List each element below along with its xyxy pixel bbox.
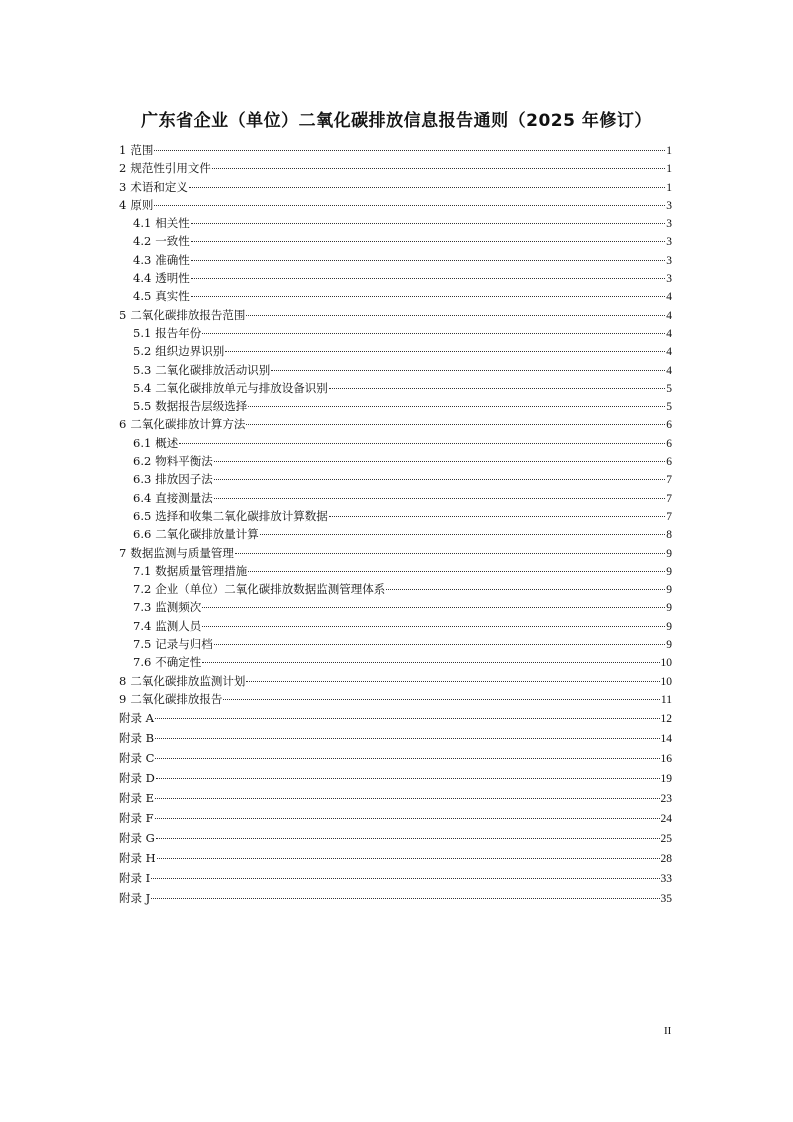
toc-entry-title: [119, 141, 153, 159]
toc-section-number: 2: [119, 161, 127, 176]
toc-entry[interactable]: [119, 489, 672, 507]
toc-section-text: 相关性: [155, 216, 190, 231]
toc-section-number: 8: [119, 673, 127, 688]
toc-entry[interactable]: [119, 287, 672, 305]
toc-section-number: 5: [119, 307, 127, 322]
toc-page-number: 10: [660, 657, 672, 670]
toc-entry-title: [133, 452, 213, 470]
toc-section-number: 6: [119, 417, 127, 432]
toc-entry-title: [133, 434, 178, 452]
toc-dot-leader: [223, 698, 660, 700]
toc-entry-title: [119, 544, 234, 562]
toc-dot-leader: [246, 423, 665, 425]
toc-entry[interactable]: [119, 141, 672, 159]
toc-entry[interactable]: [119, 544, 672, 562]
toc-dot-leader: [235, 552, 665, 554]
toc-section-number: 4.5: [133, 289, 152, 304]
toc-entry-title: [119, 672, 245, 690]
toc-page-number: 9: [666, 602, 672, 615]
toc-section-number: 5.2: [133, 344, 152, 359]
toc-entry-title: [119, 868, 150, 888]
toc-section-text: 二氧化碳排放报告: [130, 691, 223, 706]
toc-appendix-entry[interactable]: [119, 868, 672, 888]
toc-entry-title: [133, 470, 213, 488]
toc-page-number: 9: [666, 547, 672, 560]
toc-dot-leader: [155, 757, 659, 759]
toc-entry[interactable]: [119, 397, 672, 415]
toc-section-text: 附录 B: [119, 731, 155, 746]
toc-section-text: 一致性: [155, 234, 190, 249]
toc-entry-title: [133, 361, 270, 379]
toc-entry-title: [133, 617, 201, 635]
toc-dot-leader: [191, 259, 665, 261]
toc-entry[interactable]: [119, 525, 672, 543]
toc-section-text: 规范性引用文件: [130, 161, 211, 176]
toc-page-number: 3: [666, 273, 672, 286]
toc-entry-title: [119, 828, 155, 848]
toc-section-text: 附录 G: [119, 831, 155, 846]
toc-dot-leader: [246, 314, 665, 316]
toc-page-number: 3: [666, 254, 672, 267]
toc-entry[interactable]: [119, 470, 672, 488]
toc-appendix-entry[interactable]: [119, 708, 672, 728]
toc-entry-title: [133, 507, 328, 525]
toc-section-text: 报告年份: [155, 325, 202, 340]
toc-dot-leader: [212, 167, 665, 169]
toc-page-number: 10: [660, 675, 672, 688]
toc-page-number: 9: [666, 620, 672, 633]
toc-entry-title: [133, 269, 190, 287]
toc-page-number: 5: [666, 382, 672, 395]
toc-entry-title: [133, 214, 190, 232]
toc-entry[interactable]: [119, 379, 672, 397]
toc-entry[interactable]: [119, 672, 672, 690]
toc-section-number: 5.3: [133, 362, 152, 377]
toc-dot-leader: [202, 332, 665, 334]
toc-section-text: 选择和收集二氧化碳排放计算数据: [155, 508, 328, 523]
toc-dot-leader: [151, 897, 659, 899]
toc-appendix-entry[interactable]: [119, 888, 672, 908]
toc-dot-leader: [329, 387, 665, 389]
toc-dot-leader: [179, 442, 665, 444]
toc-entry-title: [133, 580, 385, 598]
toc-entry[interactable]: [119, 690, 672, 708]
toc-page-number: 3: [666, 218, 672, 231]
toc-page-number: 1: [666, 145, 672, 157]
toc-section-text: 透明性: [155, 271, 190, 286]
toc-entry[interactable]: [119, 324, 672, 342]
toc-page-number: 9: [666, 565, 672, 578]
toc-entry[interactable]: [119, 617, 672, 635]
toc-entry-title: [119, 728, 154, 748]
toc-section-number: 7.2: [133, 582, 152, 597]
toc-page-number: 7: [666, 474, 672, 487]
toc-dot-leader: [151, 877, 659, 879]
toc-entry-title: [119, 768, 155, 788]
toc-entry-title: [119, 708, 154, 728]
toc-dot-leader: [191, 277, 665, 279]
toc-entry-title: [119, 808, 154, 828]
toc-page-number: 19: [660, 773, 672, 786]
toc-page-number: 23: [660, 793, 672, 806]
toc-page-number: 3: [666, 236, 672, 249]
toc-section-number: 4: [119, 197, 127, 212]
toc-section-number: 7.1: [133, 563, 152, 578]
toc-section-number: 6.4: [133, 490, 152, 505]
toc-page-number: 4: [666, 309, 672, 322]
toc-page-number: 14: [660, 733, 672, 746]
toc-entry[interactable]: [119, 214, 672, 232]
toc-entry-title: [119, 306, 245, 324]
toc-appendix-entry[interactable]: [119, 728, 672, 748]
toc-dot-leader: [202, 606, 665, 608]
toc-appendix-entry[interactable]: [119, 828, 672, 848]
toc-page-number: 5: [666, 401, 672, 414]
toc-entry-title: [133, 324, 201, 342]
toc-section-text: 数据报告层级选择: [155, 399, 248, 414]
toc-section-text: 附录 E: [119, 791, 155, 806]
toc-section-text: 附录 C: [119, 751, 155, 766]
toc-section-text: 排放因子法: [155, 472, 213, 487]
toc-dot-leader: [329, 515, 665, 517]
toc-dot-leader: [386, 588, 665, 590]
toc-section-text: 二氧化碳排放监测计划: [130, 673, 246, 688]
toc-entry-title: [119, 788, 154, 808]
toc-section-text: 术语和定义: [130, 179, 188, 194]
toc-entry[interactable]: [119, 159, 672, 177]
toc-section-text: 二氧化碳排放量计算: [155, 527, 259, 542]
toc-section-text: 范围: [130, 143, 154, 157]
toc-dot-leader: [189, 186, 665, 188]
toc-page-number: 7: [666, 510, 672, 523]
toc-section-text: 附录 J: [119, 891, 151, 906]
toc-dot-leader: [157, 857, 660, 859]
toc-dot-leader: [246, 680, 659, 682]
toc-entry[interactable]: [119, 562, 672, 580]
toc-entry-title: [119, 178, 188, 196]
toc-dot-leader: [271, 369, 665, 371]
toc-page-number: 9: [666, 639, 672, 652]
toc-entry-title: [133, 342, 224, 360]
toc-page-number: 3: [666, 199, 672, 212]
toc-section-text: 二氧化碳排放活动识别: [155, 362, 271, 377]
toc-entry-title: [133, 379, 328, 397]
toc-section-text: 附录 H: [119, 851, 156, 866]
toc-dot-leader: [225, 350, 665, 352]
toc-entry[interactable]: [119, 251, 672, 269]
toc-section-text: 准确性: [155, 252, 190, 267]
toc-section-text: 企业（单位）二氧化碳排放数据监测管理体系: [155, 582, 386, 597]
toc-page-number: 1: [666, 181, 672, 194]
toc-dot-leader: [214, 460, 665, 462]
toc-page-number: 6: [666, 419, 672, 432]
toc-section-text: 原则: [130, 197, 154, 212]
toc-page-number: 28: [660, 853, 672, 866]
toc-section-text: 记录与归档: [155, 637, 213, 652]
toc-section-number: 4.4: [133, 271, 152, 286]
toc-page-number: 1: [666, 163, 672, 176]
toc-appendix-entry[interactable]: [119, 788, 672, 808]
toc-section-number: 5.4: [133, 380, 152, 395]
toc-section-text: 二氧化碳排放报告范围: [130, 307, 246, 322]
toc-appendix-entry[interactable]: [119, 848, 672, 868]
toc-section-number: 7.4: [133, 618, 152, 633]
toc-section-number: 7.3: [133, 600, 152, 615]
toc-dot-leader: [248, 405, 665, 407]
toc-dot-leader: [155, 737, 659, 739]
toc-section-text: 二氧化碳排放单元与排放设备识别: [155, 380, 328, 395]
toc-section-text: 物料平衡法: [155, 454, 213, 469]
toc-page-number: 6: [666, 456, 672, 469]
toc-section-number: 6.6: [133, 527, 152, 542]
toc-section-number: 5.1: [133, 325, 152, 340]
toc-entry[interactable]: [119, 196, 672, 214]
toc-dot-leader: [155, 817, 660, 819]
toc-page-number: 7: [666, 492, 672, 505]
toc-entry[interactable]: [119, 635, 672, 653]
toc-entry[interactable]: [119, 580, 672, 598]
toc-page-number: 24: [660, 813, 672, 826]
toc-entry-title: [133, 489, 213, 507]
toc-entry-title: [119, 848, 156, 868]
toc-section-text: 监测频次: [155, 600, 202, 615]
toc-section-number: 3: [119, 179, 127, 194]
toc-page-number: 4: [666, 291, 672, 304]
toc-section-number: 4.3: [133, 252, 152, 267]
toc-entry[interactable]: [119, 415, 672, 433]
toc-page-number: 12: [660, 713, 672, 726]
toc-dot-leader: [156, 837, 660, 839]
toc-page-number: 4: [666, 364, 672, 377]
toc-entry[interactable]: [119, 178, 672, 196]
toc-section-text: 附录 D: [119, 771, 155, 786]
toc-entry-title: [119, 690, 222, 708]
toc-section-text: 二氧化碳排放计算方法: [130, 417, 246, 432]
toc-entry[interactable]: [119, 507, 672, 525]
toc-page-number: 35: [660, 893, 672, 906]
table-of-contents: [119, 141, 672, 908]
toc-page-number: 6: [666, 437, 672, 450]
toc-section-text: 附录 F: [119, 811, 154, 826]
toc-entry[interactable]: [119, 452, 672, 470]
toc-entry-title: [133, 635, 213, 653]
toc-dot-leader: [191, 295, 665, 297]
toc-dot-leader: [191, 240, 665, 242]
toc-entry[interactable]: [119, 342, 672, 360]
toc-entry-title: [119, 159, 211, 177]
toc-appendix-entry[interactable]: [119, 808, 672, 828]
toc-section-text: 组织边界识别: [155, 344, 225, 359]
toc-entry-title: [133, 653, 201, 671]
toc-dot-leader: [155, 717, 660, 719]
toc-entry-title: [119, 888, 150, 908]
toc-page-number: 25: [660, 833, 672, 846]
toc-entry[interactable]: [119, 434, 672, 452]
toc-entry-title: [133, 525, 259, 543]
toc-page-number: 16: [660, 753, 672, 766]
toc-appendix-entry[interactable]: [119, 768, 672, 788]
toc-appendix-entry[interactable]: [119, 748, 672, 768]
toc-entry-title: [119, 748, 154, 768]
toc-dot-leader: [214, 643, 665, 645]
toc-entry-title: [133, 251, 190, 269]
toc-page-number: 33: [660, 873, 672, 886]
toc-section-number: 6.2: [133, 454, 152, 469]
toc-section-text: 概述: [155, 435, 179, 450]
toc-section-number: 6.3: [133, 472, 152, 487]
toc-entry[interactable]: [119, 598, 672, 616]
toc-entry-title: [133, 598, 201, 616]
toc-section-number: 5.5: [133, 399, 152, 414]
toc-dot-leader: [154, 204, 665, 206]
toc-section-text: 监测人员: [155, 618, 202, 633]
toc-page-number: 9: [666, 584, 672, 597]
toc-dot-leader: [214, 478, 665, 480]
toc-entry[interactable]: [119, 361, 672, 379]
toc-section-number: 6.5: [133, 508, 152, 523]
toc-section-number: 4.1: [133, 216, 152, 231]
toc-entry[interactable]: [119, 269, 672, 287]
toc-entry[interactable]: [119, 306, 672, 324]
toc-section-number: 7: [119, 545, 127, 560]
toc-section-text: 不确定性: [155, 655, 202, 670]
toc-section-number: 7.5: [133, 637, 152, 652]
toc-entry-title: [119, 196, 153, 214]
toc-entry-title: [133, 232, 190, 250]
toc-dot-leader: [202, 625, 665, 627]
toc-dot-leader: [191, 222, 665, 224]
toc-section-text: 真实性: [155, 289, 190, 304]
toc-section-number: 9: [119, 691, 127, 706]
toc-section-number: 4.2: [133, 234, 152, 249]
toc-entry-title: [119, 415, 245, 433]
toc-dot-leader: [156, 777, 660, 779]
toc-section-text: 数据质量管理措施: [155, 563, 248, 578]
toc-dot-leader: [154, 149, 665, 151]
toc-entry[interactable]: [119, 232, 672, 250]
toc-section-number: 6.1: [133, 435, 152, 450]
toc-dot-leader: [155, 797, 659, 799]
toc-dot-leader: [260, 533, 665, 535]
toc-dot-leader: [202, 661, 659, 663]
toc-dot-leader: [248, 570, 665, 572]
document-title: 广东省企业（单位）二氧化碳排放信息报告通则（2025 年修订）: [141, 111, 652, 131]
toc-entry-title: [133, 562, 247, 580]
toc-page-number: 4: [666, 327, 672, 340]
toc-dot-leader: [214, 497, 665, 499]
toc-entry[interactable]: [119, 653, 672, 671]
toc-page-number: 4: [666, 346, 672, 359]
toc-section-text: 附录 I: [119, 871, 151, 886]
toc-section-text: 附录 A: [119, 711, 154, 726]
toc-page-number: 8: [666, 529, 672, 542]
toc-section-number: 1: [119, 143, 127, 157]
toc-entry-title: [133, 397, 247, 415]
toc-page-number: 11: [660, 693, 672, 706]
toc-section-text: 直接测量法: [155, 490, 213, 505]
page-number: II: [664, 1025, 672, 1037]
toc-entry-title: [133, 287, 190, 305]
toc-section-text: 数据监测与质量管理: [130, 545, 234, 560]
toc-section-number: 7.6: [133, 655, 152, 670]
